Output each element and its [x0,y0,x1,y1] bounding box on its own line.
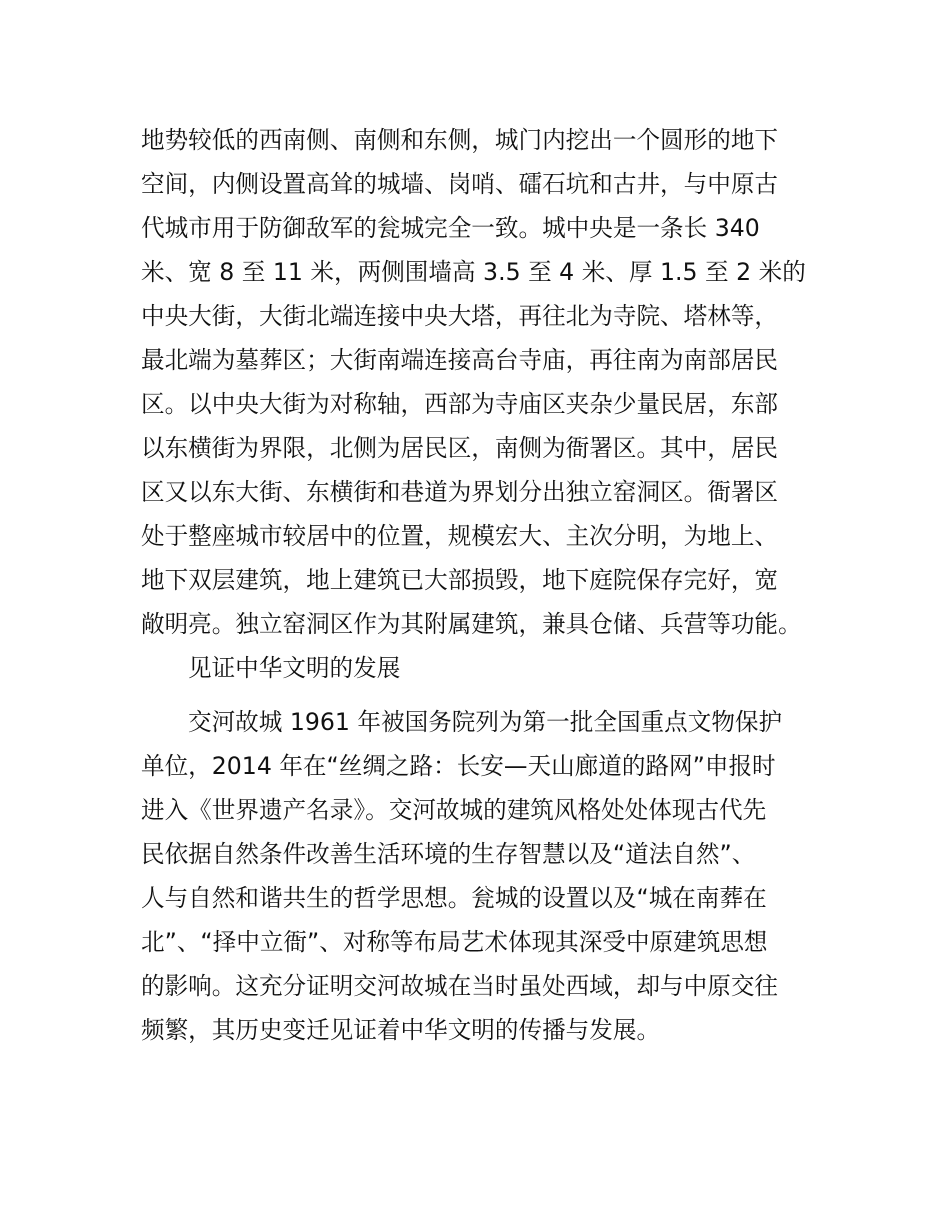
paragraph-2-line-3: 进入《世界遗产名录》。交河故城的建筑风格处处体现古代先 [141,796,767,824]
paragraph-2-line-7: 的影响。这充分证明交河故城在当时虽处西域，却与中原交往 [141,972,779,1000]
paragraph-1-line-1: 地势较低的西南侧、南侧和东侧，城门内挖出一个圆形的地下 [141,126,779,154]
paragraph-1-line-7: 区。以中央大街为对称轴，西部为寺庙区夹杂少量民居，东部 [141,390,779,418]
paragraph-1-line-11: 地下双层建筑，地上建筑已大部损毁，地下庭院保存完好，宽 [141,566,779,594]
paragraph-2-line-4: 民依据自然条件改善生活环境的生存智慧以及“道法自然”、 [141,840,756,868]
paragraph-2-line-1: 交河故城 1961 年被国务院列为第一批全国重点文物保护 [188,708,783,736]
paragraph-1-line-6: 最北端为墓葬区；大街南端连接高台寺庙，再往南为南部居民 [141,346,779,374]
section-heading: 见证中华文明的发展 [188,654,401,682]
paragraph-1-line-3: 代城市用于防御敌军的瓮城完全一致。城中央是一条长 340 [141,214,760,242]
paragraph-1-line-8: 以东横街为界限，北侧为居民区，南侧为衙署区。其中，居民 [141,434,779,462]
paragraph-1-line-12: 敞明亮。独立窑洞区作为其附属建筑，兼具仓储、兵营等功能。 [141,610,802,638]
paragraph-2-line-8: 频繁，其历史变迁见证着中华文明的传播与发展。 [141,1016,661,1044]
paragraph-2-line-5: 人与自然和谐共生的哲学思想。瓮城的设置以及“城在南葬在 [141,884,767,912]
paragraph-1-line-4: 米、宽 8 至 11 米，两侧围墙高 3.5 至 4 米、厚 1.5 至 2 米的 [141,258,806,286]
paragraph-2-line-2: 单位，2014 年在“丝绸之路：长安—天山廊道的路网”申报时 [141,752,776,780]
paragraph-1-line-5: 中央大街，大街北端连接中央大塔，再往北为寺院、塔林等， [141,302,779,330]
paragraph-1-line-10: 处于整座城市较居中的位置，规模宏大、主次分明，为地上、 [141,522,779,550]
paragraph-2-line-6: 北”、“择中立衙”、对称等布局艺术体现其深受中原建筑思想 [141,928,768,956]
paragraph-1-line-2: 空间，内侧设置高耸的城墙、岗哨、礌石坑和古井，与中原古 [141,170,779,198]
paragraph-1-line-9: 区又以东大街、东横街和巷道为界划分出独立窑洞区。衙署区 [141,478,779,506]
